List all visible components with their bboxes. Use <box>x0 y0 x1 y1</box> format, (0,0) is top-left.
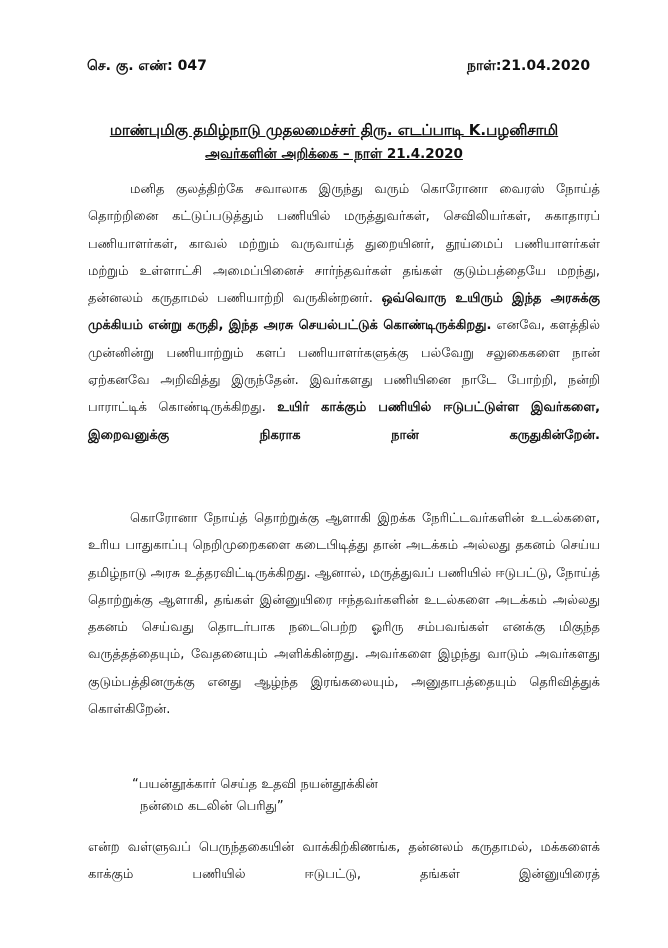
reference-number: செ. கு. எண்: 047 <box>87 58 207 74</box>
paragraph-3-text: என்ற வள்ளுவப் பெருந்தகையின் வாக்கிற்கிணங்க, தன்னலம் கருதாமல், மக்களைக் காக்கும் பணியில் ஈடுபட்டு, தங்கள் இன்னுயிரைத் <box>88 840 600 883</box>
paragraph-1-bold-1: ஒவ்வொரு உயிரும் இந்த அரசுக்கு முக்கியம் என்று கருதி, இந்த அரசு செயல்பட்டுக் கொண்டிருக்கிறது. <box>88 291 601 334</box>
quote-line-2: நன்மை கடலின் பெரிது” <box>140 799 284 814</box>
paragraph-1-text-1: மனித குலத்திற்கே சவாலாக இருந்து வரும் கொரோனா வைரஸ் நோய்த் தொற்றினை கட்டுப்படுத்தும் பணியில் மருத்துவர்கள், செவிலியர்கள், சுகாதாரப் பணியாளர்கள், காவல் மற்றும் வருவாய்த் துறையினர், தூய்மைப் பணியாளர்கள் மற்றும் உள்ளாட்சி அமைப்பினைச் சார்ந்தவர்கள் தங்கள் குடும்பத்தையே மறந்து, தன்னலம் கருதாமல் பணியாற்றி வருகின்றனர். <box>88 182 600 307</box>
document-subtitle: அவர்களின் அறிக்கை – நாள் 21.4.2020 <box>205 146 463 162</box>
document-date: நாள்:21.04.2020 <box>467 58 591 74</box>
paragraph-1 <box>88 176 600 449</box>
paragraph-3 <box>88 834 600 889</box>
paragraph-2 <box>88 505 600 723</box>
thirukkural-quote <box>132 774 378 818</box>
document-title: மாண்புமிகு தமிழ்நாடு முதலமைச்சர் திரு. எடப்பாடி K.பழனிசாமி <box>109 121 559 139</box>
paragraph-1-text-2: எனவே, களத்தில் முன்னின்று பணியாற்றும் களப் பணியாளர்களுக்கு பல்வேறு சலுகைகளை நான் ஏற்கனவே அறிவித்து இருந்தேன். இவர்களது பணியினை நாடே போற்றி, நன்றி பாராட்டிக் கொண்டிருக்கிறது. <box>88 318 600 416</box>
paragraph-2-text: கொரோனா நோய்த் தொற்றுக்கு ஆளாகி இறக்க நேரிட்டவர்களின் உடல்களை, உரிய பாதுகாப்பு நெறிமுறைகளை கடைபிடித்து தான் அடக்கம் அல்லது தகனம் செய்ய தமிழ்நாடு அரசு உத்தரவிட்டிருக்கிறது. ஆனால், மருத்துவப் பணியில் ஈடுபட்டு, நோய்த் தொற்றுக்கு ஆளாகி, தங்கள் இன்னுயிரை ஈந்தவர்களின் உடல்களை அடக்கம் அல்லது தகனம் செய்வது தொடர்பாக நடைபெற்ற ஓரிரு சம்பவங்கள் எனக்கு மிகுந்த வருத்தத்தையும், வேதனையும் அளிக்கின்றது. அவர்களை இழந்து வாடும் அவர்களது குடும்பத்தினருக்கு எனது ஆழ்ந்த இரங்கலையும், அனுதாபத்தையும் தெரிவித்துக் கொள்கிறேன். <box>88 511 601 718</box>
paragraph-1-bold-2: உயிர் காக்கும் பணியில் ஈடுபட்டுள்ள இவர்களை, இறைவனுக்கு நிகராக நான் கருதுகின்றேன். <box>88 400 601 443</box>
quote-line-1: “பயன்தூக்கார் செய்த உதவி நயன்தூக்கின் <box>132 777 378 792</box>
